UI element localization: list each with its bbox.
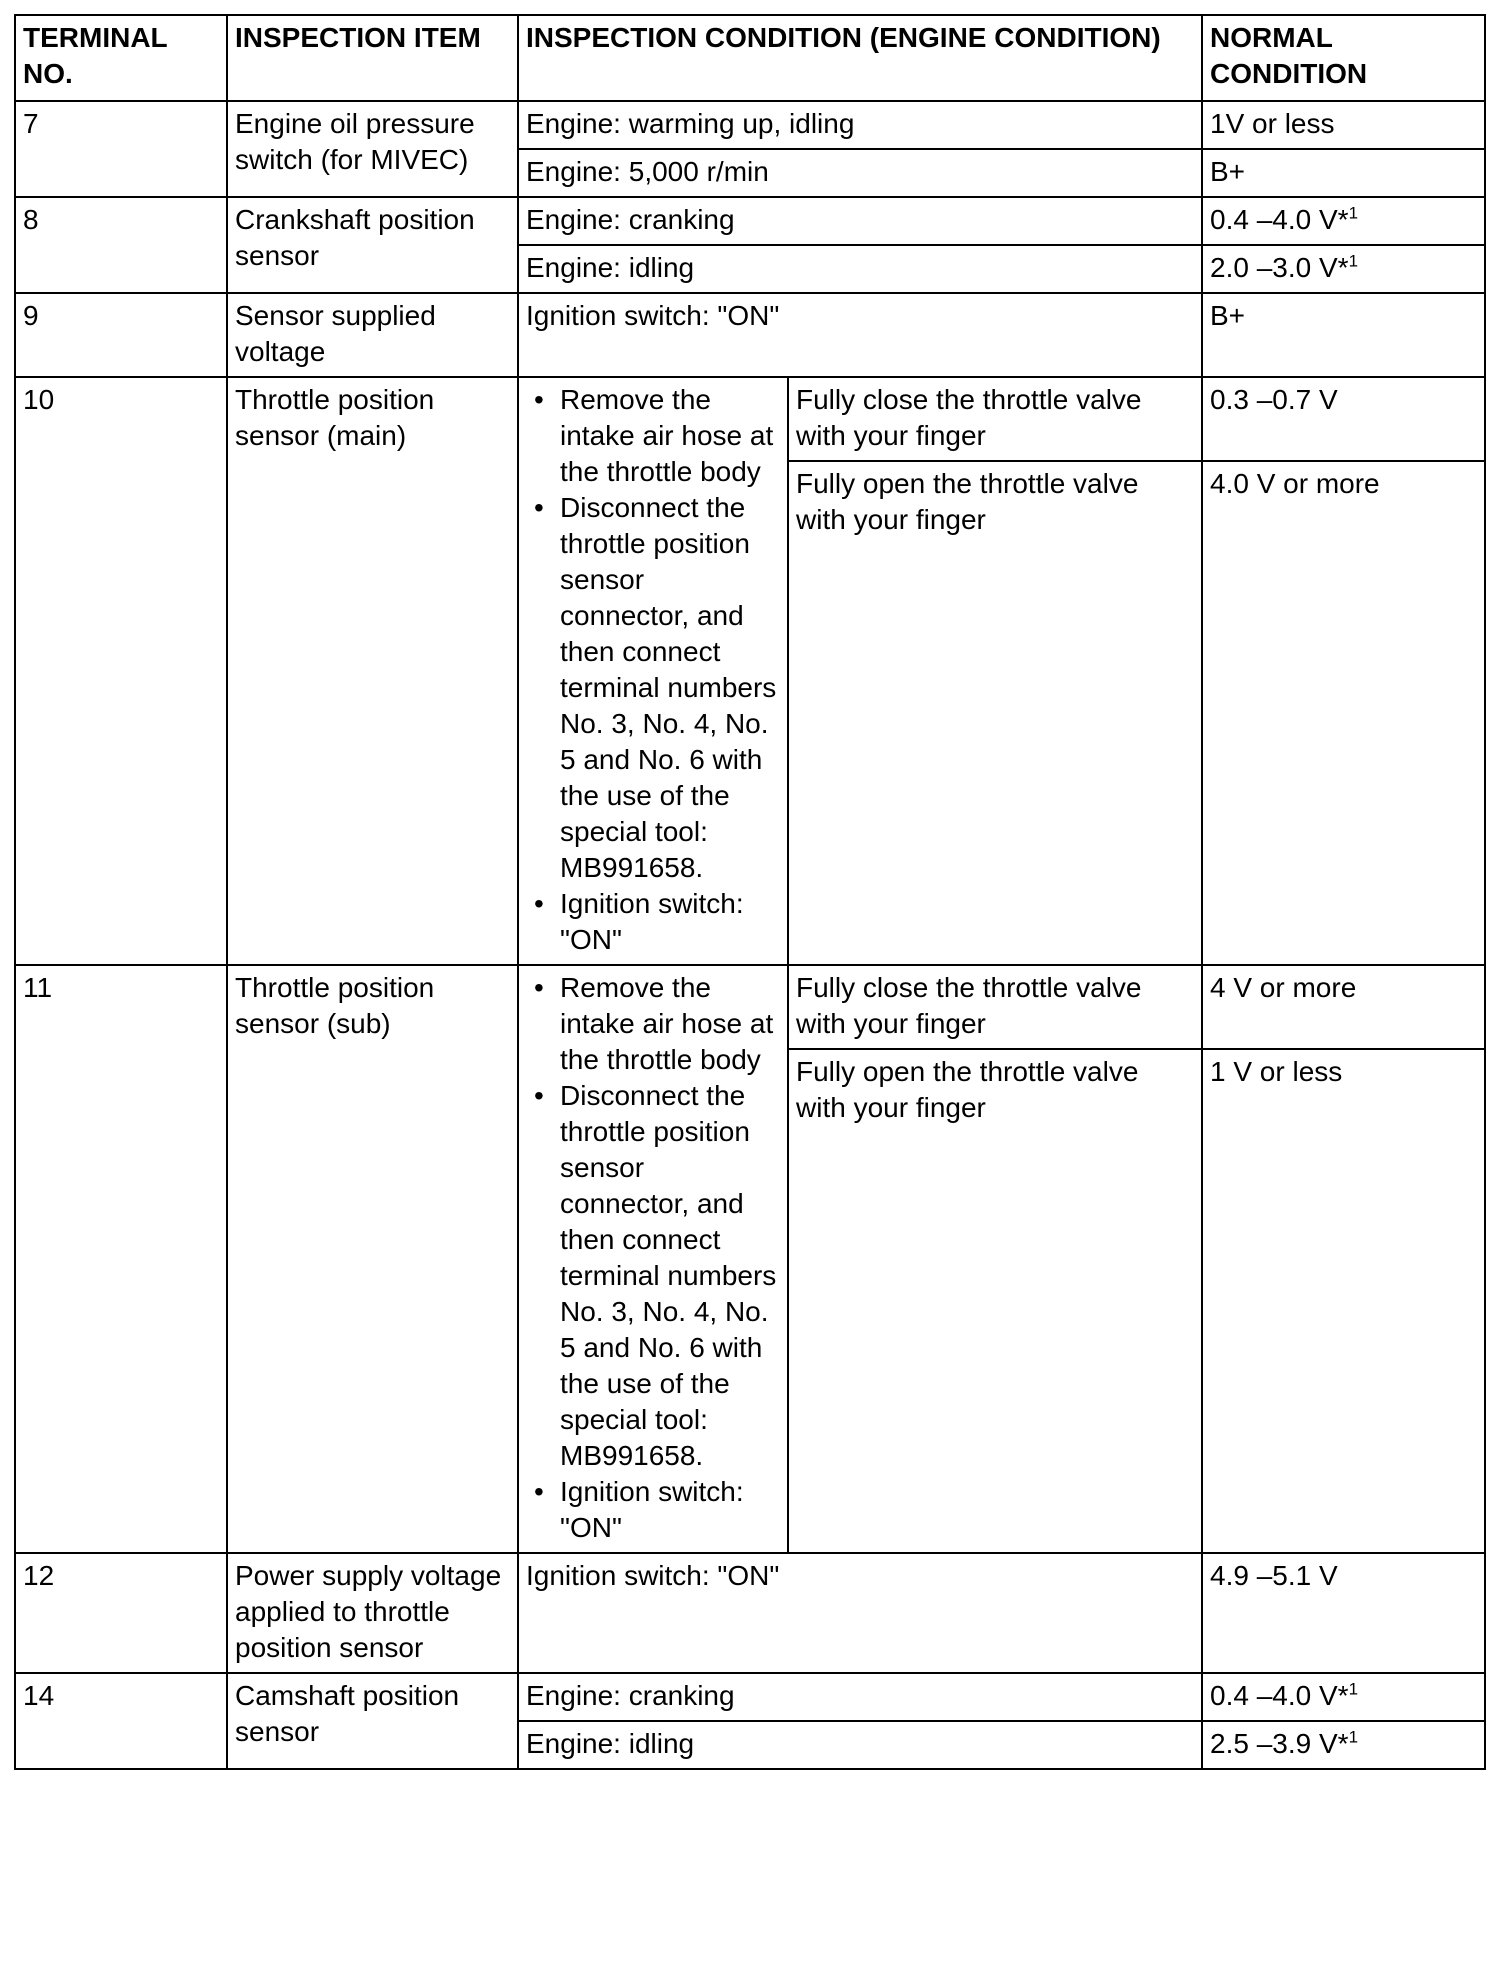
inspection-table-container [14,14,1484,1770]
preparation-steps-list [526,970,780,1546]
terminal-cell: 12 [15,1553,227,1673]
normal-condition-cell: B+ [1202,149,1485,197]
table-row [15,293,1485,377]
normal-condition-cell [1202,1673,1485,1721]
condition-cell: Ignition switch: "ON" [518,1553,1202,1673]
normal-condition-cell: 0.3 –0.7 V [1202,377,1485,461]
normal-condition-cell: 1 V or less [1202,1049,1485,1553]
header-inspection-condition: INSPECTION CONDITION (ENGINE CONDITION) [518,15,1202,101]
condition-cell: Fully open the throttle valve with your finger [788,461,1202,965]
condition-cell: Fully close the throttle valve with your finger [788,965,1202,1049]
inspection-table [14,14,1486,1770]
terminal-cell: 8 [15,197,227,293]
table-row [15,197,1485,245]
list-item: • Ignition switch: "ON" [526,1474,780,1546]
condition-cell: Engine: cranking [518,1673,1202,1721]
header-terminal-no: TERMINAL NO. [15,15,227,101]
condition-cell: Engine: warming up, idling [518,101,1202,149]
condition-cell: Fully open the throttle valve with your finger [788,1049,1202,1553]
table-row [15,965,1485,1049]
condition-cell: Fully close the throttle valve with your finger [788,377,1202,461]
terminal-cell: 14 [15,1673,227,1769]
normal-condition-cell: 4.9 –5.1 V [1202,1553,1485,1673]
list-item: • Disconnect the throttle position sensor connector, and then connect terminal numbers No. 3, No. 4, No. 5 and No. 6 with the use of the special tool: MB991658. [526,490,780,886]
condition-cell: Ignition switch: "ON" [518,293,1202,377]
header-inspection-item: INSPECTION ITEM [227,15,518,101]
footnote-marker: 1 [1348,1727,1359,1747]
list-item: • Disconnect the throttle position sensor connector, and then connect terminal numbers No. 3, No. 4, No. 5 and No. 6 with the use of the special tool: MB991658. [526,1078,780,1474]
terminal-cell: 7 [15,101,227,197]
terminal-cell: 9 [15,293,227,377]
normal-condition-cell [1202,245,1485,293]
condition-cell: Engine: idling [518,245,1202,293]
table-row [15,1673,1485,1721]
normal-value: 2.5 –3.9 V* [1210,1728,1349,1759]
terminal-cell: 10 [15,377,227,965]
normal-value: 2.0 –3.0 V* [1210,252,1349,283]
footnote-marker: 1 [1348,251,1359,271]
normal-value: 0.4 –4.0 V* [1210,1680,1349,1711]
inspection-item-cell: Engine oil pressure switch (for MIVEC) [227,101,518,197]
preparation-steps-cell [518,965,788,1553]
normal-condition-cell [1202,1721,1485,1769]
normal-value: 0.4 –4.0 V* [1210,204,1349,235]
list-item: • Ignition switch: "ON" [526,886,780,958]
condition-cell: Engine: cranking [518,197,1202,245]
normal-condition-cell: 4.0 V or more [1202,461,1485,965]
inspection-item-cell: Throttle position sensor (sub) [227,965,518,1553]
table-row [15,377,1485,461]
table-row [15,1553,1485,1673]
footnote-marker: 1 [1348,1679,1359,1699]
inspection-item-cell: Crankshaft position sensor [227,197,518,293]
preparation-steps-cell [518,377,788,965]
inspection-item-cell: Sensor supplied voltage [227,293,518,377]
header-normal-condition: NORMAL CONDITION [1202,15,1485,101]
normal-condition-cell: 4 V or more [1202,965,1485,1049]
list-item: • Remove the intake air hose at the throttle body [526,382,780,490]
normal-condition-cell: B+ [1202,293,1485,377]
table-row [15,101,1485,149]
condition-cell: Engine: 5,000 r/min [518,149,1202,197]
preparation-steps-list [526,382,780,958]
inspection-item-cell: Power supply voltage applied to throttle position sensor [227,1553,518,1673]
footnote-marker: 1 [1348,203,1359,223]
inspection-item-cell: Camshaft position sensor [227,1673,518,1769]
condition-cell: Engine: idling [518,1721,1202,1769]
inspection-item-cell: Throttle position sensor (main) [227,377,518,965]
terminal-cell: 11 [15,965,227,1553]
normal-condition-cell [1202,197,1485,245]
list-item: • Remove the intake air hose at the throttle body [526,970,780,1078]
normal-condition-cell: 1V or less [1202,101,1485,149]
header-row [15,15,1485,101]
